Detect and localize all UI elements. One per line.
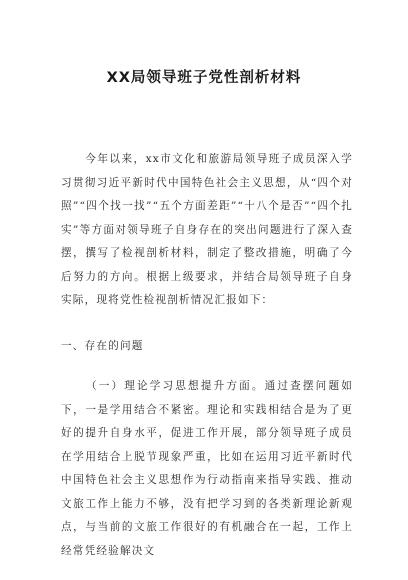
- section-heading: 一、存在的问题: [61, 340, 144, 352]
- document-title: XX局领导班子党性剖析材料: [106, 70, 302, 86]
- section-paragraph: [61, 375, 353, 563]
- section-paragraph-text: （一）理论学习思想提升方面。通过查摆问题如下，一是学用结合不紧密。理论和实践相结合是为了更好的提升自身水平，促进工作开展，部分领导班子成员在学用结合上脱节现象严重，比如在运用习近平新时代中国特色社会主义思想作为行动指南来指导实践、推动文旅工作上能力不够，没有把学习到的各类新理论新观点，与当前的文旅工作很好的有机融合在一起，工作上经常凭经验解决文: [61, 380, 353, 557]
- intro-paragraph: [61, 148, 353, 313]
- intro-paragraph-text: 今年以来，xx市文化和旅游局领导班子成员深入学习贯彻习近平新时代中国特色社会主义思想，从“四个对照”“四个找一找”“五个方面差距”“十八个是否”“四个扎实”等方面对领导班子自身存在的突出问题进行了深入查摆，撰写了检视剖析材料，制定了整改措施，明确了今后努力的方向。根据上级要求，并结合局领导班子自身实际，现将党性检视剖析情况汇报如下：: [61, 153, 353, 306]
